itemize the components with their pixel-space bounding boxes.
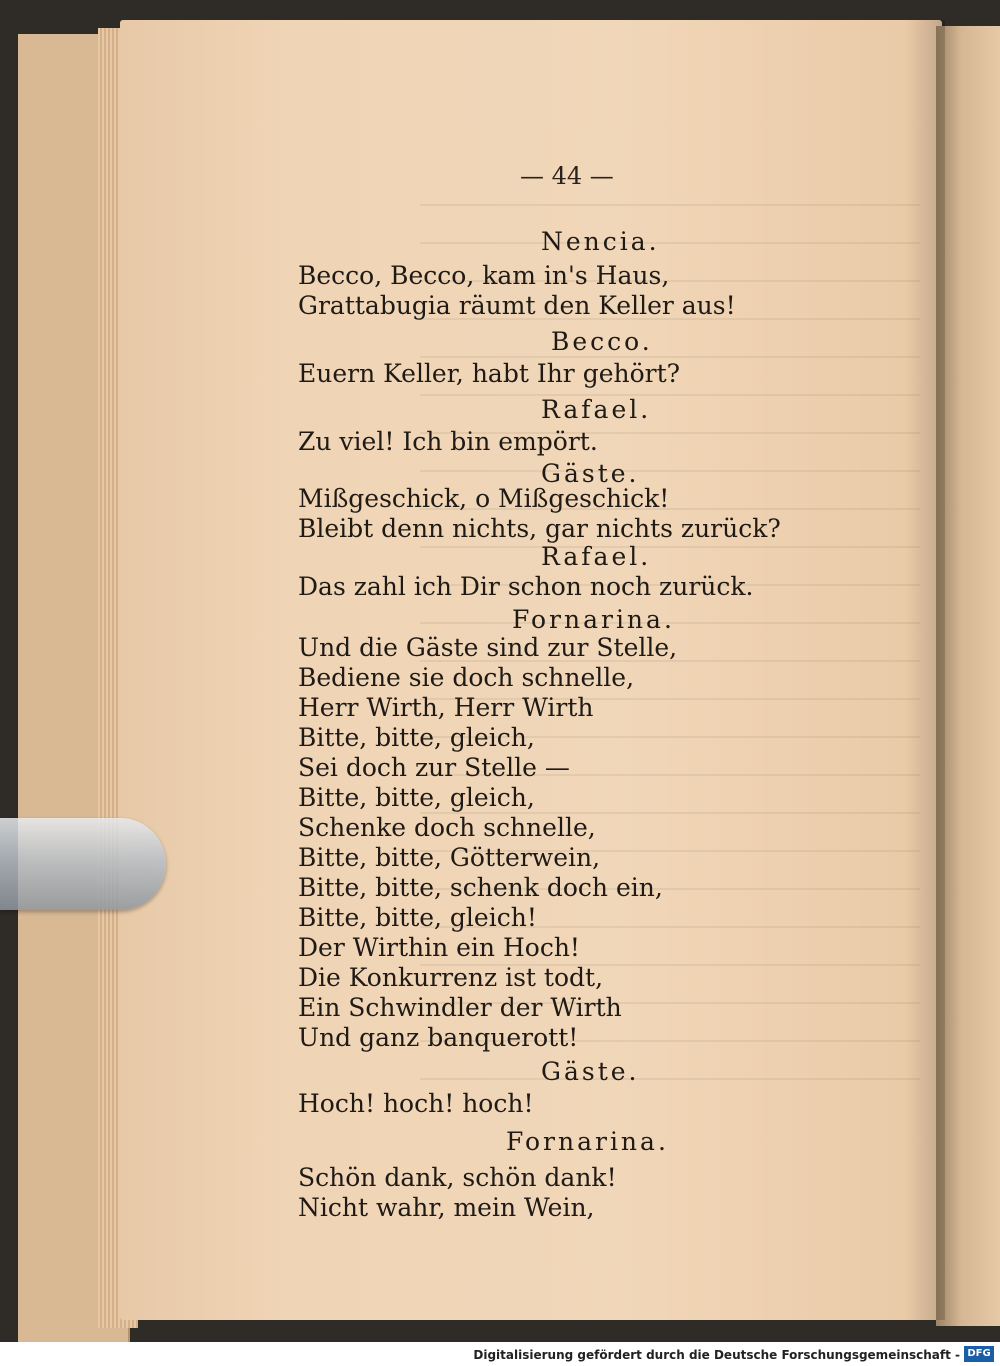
verse-line: Schenke doch schnelle, xyxy=(298,813,596,842)
spine-shadow xyxy=(905,20,945,1320)
speaker-label: Rafael. xyxy=(541,542,652,571)
page-clip xyxy=(0,818,166,910)
verse-line: Grattabugia räumt den Keller aus! xyxy=(298,291,736,320)
speaker-label: Becco. xyxy=(551,327,653,356)
speaker-label: Nencia. xyxy=(541,227,660,256)
funding-notice: Digitalisierung gefördert durch die Deutsche Forschungsgemeinschaft - xyxy=(473,1348,960,1362)
dfg-logo: DFG xyxy=(964,1346,994,1362)
verse-line: Bitte, bitte, gleich! xyxy=(298,903,537,932)
verse-line: Das zahl ich Dir schon noch zurück. xyxy=(298,572,754,601)
verse-line: Sei doch zur Stelle — xyxy=(298,753,570,782)
verse-line: Und die Gäste sind zur Stelle, xyxy=(298,633,678,662)
page-number: — 44 — xyxy=(520,162,614,190)
verse-line: Die Konkurrenz ist todt, xyxy=(298,963,604,992)
verse-line: Bediene sie doch schnelle, xyxy=(298,663,635,692)
verse-line: Der Wirthin ein Hoch! xyxy=(298,933,580,962)
verse-line: Becco, Becco, kam in's Haus, xyxy=(298,261,670,290)
verse-line: Bitte, bitte, gleich, xyxy=(298,723,535,752)
verse-line: Euern Keller, habt Ihr gehört? xyxy=(298,359,681,388)
verse-line: Bleibt denn nichts, gar nichts zurück? xyxy=(298,514,781,543)
speaker-label: Fornarina. xyxy=(506,1127,669,1156)
verse-line: Schön dank, schön dank! xyxy=(298,1163,617,1192)
speaker-label: Fornarina. xyxy=(512,605,675,634)
verse-line: Zu viel! Ich bin empört. xyxy=(298,427,598,456)
verse-line: Mißgeschick, o Mißgeschick! xyxy=(298,484,670,513)
speaker-label: Gäste. xyxy=(541,459,640,488)
verse-line: Herr Wirth, Herr Wirth xyxy=(298,693,594,722)
verse-line: Ein Schwindler der Wirth xyxy=(298,993,622,1022)
facing-page-edge xyxy=(936,26,1000,1326)
verse-line: Und ganz banquerott! xyxy=(298,1023,579,1052)
verse-line: Nicht wahr, mein Wein, xyxy=(298,1193,595,1222)
speaker-label: Gäste. xyxy=(541,1057,640,1086)
speaker-label: Rafael. xyxy=(541,395,652,424)
verse-line: Bitte, bitte, Götterwein, xyxy=(298,843,601,872)
verse-line: Hoch! hoch! hoch! xyxy=(298,1089,534,1118)
verse-line: Bitte, bitte, schenk doch ein, xyxy=(298,873,663,902)
verse-line: Bitte, bitte, gleich, xyxy=(298,783,535,812)
